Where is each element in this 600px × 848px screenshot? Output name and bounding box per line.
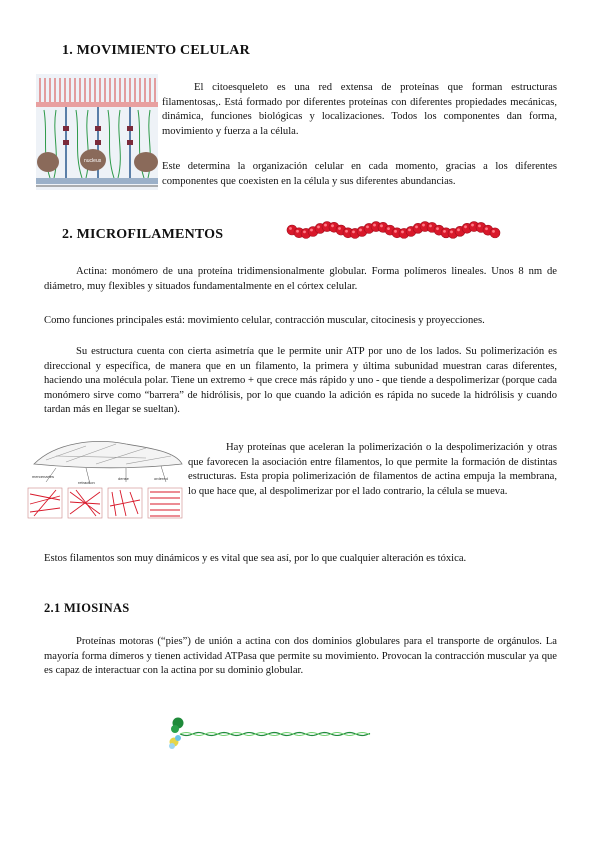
actin-monomer-highlight [338, 227, 341, 230]
actin-monomer-highlight [296, 230, 299, 233]
actin-monomer-highlight [352, 230, 355, 233]
actin-monomer-highlight [457, 228, 460, 231]
section-2-paragraph-5: Estos filamentos son muy dinámicos y es vital que sea así, por lo que cualquier alteración es tóxica. [44, 553, 467, 564]
actin-filament-figure [286, 219, 508, 241]
actin-structures-figure [26, 434, 184, 520]
section-2-1-title: 2.1 MIOSINAS [44, 601, 130, 615]
actin-monomer-highlight [492, 230, 495, 233]
actin-monomer-highlight [429, 224, 432, 227]
cytoskeleton-figure [36, 74, 158, 190]
actin-monomer-highlight [478, 225, 481, 228]
section-2-paragraph-4: Hay proteínas que aceleran la polimerización o la despolimerización y otras que favorecen la asociación entre filamentos, lo que permite la formación de distintas estructuras. Esta propia polimerización de filamentos de actina empuja la membrana, lo que hace que, al despolimerizar por el lado contrario, la célula se mueva. [188, 442, 557, 497]
actin-monomer-highlight [366, 225, 369, 228]
actin-monomer-highlight [373, 224, 376, 227]
nucleus-label: nucleus [84, 158, 102, 164]
actin-monomer-highlight [317, 226, 320, 229]
actin-monomer-highlight [422, 224, 425, 227]
actin-monomer-highlight [464, 225, 467, 228]
actin-monomer-highlight [380, 224, 383, 227]
actin-monomer-highlight [324, 224, 327, 227]
label-ordered: ordered [154, 476, 168, 481]
actin-monomer-highlight [471, 224, 474, 227]
actin-monomer-highlight [345, 230, 348, 233]
actin-monomer-highlight [359, 229, 362, 232]
label-retraction: retraction [78, 480, 95, 485]
section-2-paragraph-1: Actina: monómero de una proteína tridimensionalmente globular. Forma polímeros lineales. Unos 8 nm de diámetro, muy flexibles y situados fundamentalmente en el córtex celular. [44, 266, 557, 292]
actin-monomer-highlight [485, 227, 488, 230]
label-mercenaries: mercenaries [32, 474, 55, 479]
actin-monomer-highlight [387, 227, 390, 230]
actin-monomer-highlight [408, 228, 411, 231]
actin-monomer-highlight [310, 229, 313, 232]
actin-monomer-highlight [450, 230, 453, 233]
section-2-title: 2. MICROFILAMENTOS [62, 227, 224, 242]
myosin-figure [166, 714, 372, 756]
actin-monomer-highlight [415, 225, 418, 228]
section-2-paragraph-2: Como funciones principales está: movimiento celular, contracción muscular, citocinesis y proyecciones. [44, 315, 485, 326]
section-2-paragraph-3: Su estructura cuenta con cierta asimetría que le permite unir ATP por uno de los lados. Su polimerización es direccional y específica, de manera que en un filamento, la primera y última subunidad muestran caras diferentes, haciendo una molécula polar. Tiene un extremo + que crece más rápido y uno - que tiende a despolimerizar (porque cada monómero sirve como “barrera” de hidrólisis, por lo que cuando la adición es rápida no sucede la hidrólisis y cuando tardan más en llegar se sueltan). [44, 346, 557, 416]
actin-monomer-highlight [303, 231, 306, 234]
actin-monomer-highlight [289, 227, 292, 230]
actin-monomer [490, 228, 500, 238]
section-1-paragraph-1: El citoesqueleto es una red extensa de proteínas que forman estructuras filamentosas,. Está formado por diferentes proteínas con diferentes propiedades mecánicas, dinámica, funciones biológicas y localizaciones. Todos los componentes dan forma, movimiento y fuerza a la célula. [162, 82, 557, 137]
section-2-1-paragraph-1: Proteínas motoras (“pies”) de unión a actina con dos dominios globulares para el transporte de orgánulos. La mayoría forma dímeros y tienen actividad ATPasa que permite su movimiento. Provocan la contracción muscular ya que es capaz de interactuar con la actina por su dominio globular. [44, 636, 557, 677]
actin-monomer-highlight [394, 230, 397, 233]
actin-monomer-highlight [436, 227, 439, 230]
actin-monomer-highlight [401, 230, 404, 233]
actin-monomer-highlight [443, 230, 446, 233]
label-dense: dense [118, 476, 129, 481]
actin-monomer-highlight [331, 224, 334, 227]
section-1-paragraph-2: Este determina la organización celular en cada momento, gracias a los diferentes componentes que coexisten en la célula y sus diferentes abundancias. [162, 161, 557, 187]
section-1-title: 1. MOVIMIENTO CELULAR [62, 43, 250, 58]
